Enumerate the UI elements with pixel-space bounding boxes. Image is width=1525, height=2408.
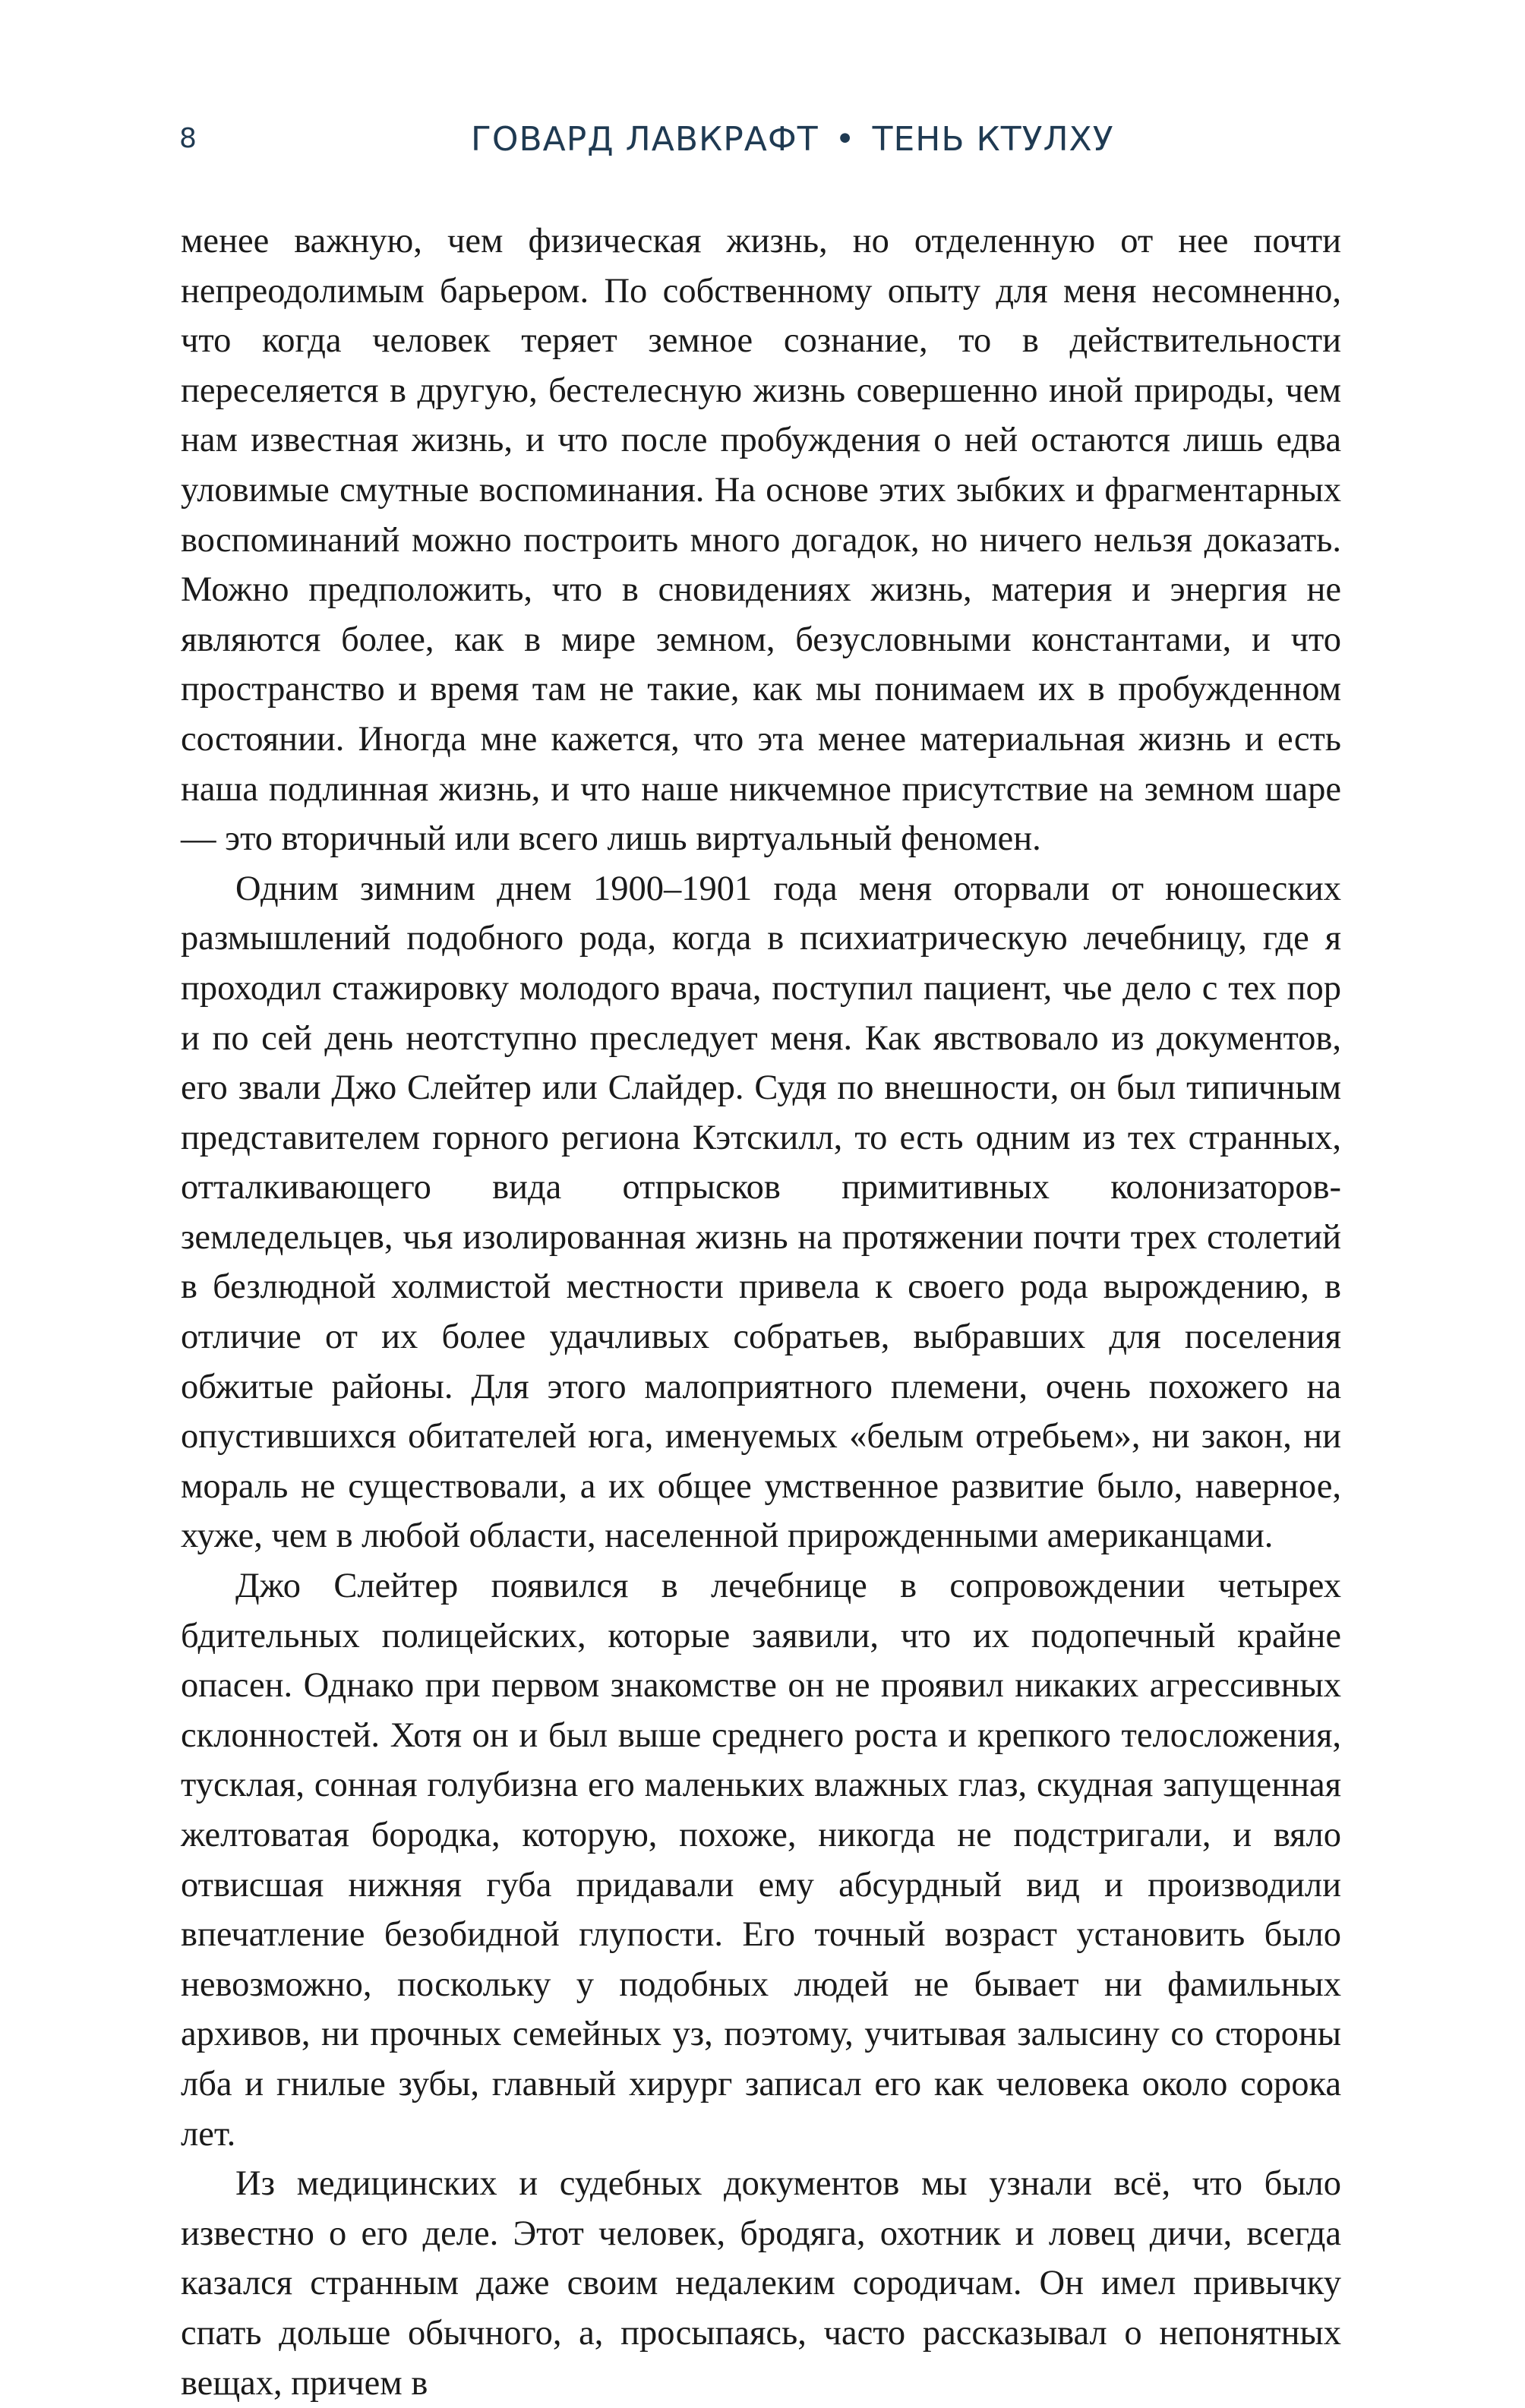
running-title — [471, 120, 1114, 159]
paragraph-1: менее важную, чем физическая жизнь, но отделенную от нее почти непреодолимым барьером. По собственному опыту для меня несомненно, что когда человек теряет земное сознание, то в действительности переселяется в другую, бестелесную жизнь совершенно иной природы, чем нам известная жизнь, и что после пробуждения о ней остаются лишь едва уловимые смутные воспоминания. На основе этих зыбких и фрагментарных воспоминаний можно построить много догадок, но ничего нельзя доказать. Можно предположить, что в сновидениях жизнь, материя и энергия не являются более, как в мире земном, безусловными константами, и что пространство и время там не такие, как мы понимаем их в пробужденном состоянии. Иногда мне кажется, что эта менее материальная жизнь и есть наша подлинная жизнь, и что наше никчемное присутствие на земном шаре — это вторичный или всего лишь виртуальный феномен. — [181, 222, 1341, 859]
page-number: 8 — [179, 123, 197, 154]
author-name: ГОВАРД ЛАВКРАФТ — [471, 120, 819, 159]
paragraph-3: Джо Слейтер появился в лечебнице в сопровождении четырех бдительных полицейских, которые заявили, что их подопечный крайне опасен. Однако при первом знакомстве он не проявил никаких агрессивных склонностей. Хотя он и был выше среднего роста и крепкого телосложения, тусклая, сонная голубизна его маленьких влажных глаз, скудная запущенная желтоватая бородка, которую, похоже, никогда не подстригали, и вяло отвисшая нижняя губа придавали ему абсурдный вид и производили впечатление безобидной глупости. Его точный возраст установить было невозможно, поскольку у подобных людей не бывает ни фамильных архивов, ни прочных семейных уз, поэтому, учитывая залысину со стороны лба и гнилые зубы, главный хирург записал его как человека около сорока лет. — [181, 1567, 1341, 2154]
title-separator: • — [835, 120, 856, 159]
paragraph-4: Из медицинских и судебных документов мы узнали всё, что было известно о его деле. Этот человек, бродяга, охотник и ловец дичи, всегда казался странным даже своим недалеким сородичам. Он имел привычку спать дольше обычного, а, просыпаясь, часто рассказывал о непонятных вещах, причем в — [181, 2164, 1341, 2403]
book-title: ТЕНЬ КТУЛХУ — [872, 120, 1114, 159]
paragraph-2: Одним зимним днем 1900–1901 года меня оторвали от юношеских размышлений подобного рода, когда в психиатрическую лечебницу, где я проходил стажировку молодого врача, поступил пациент, чье дело с тех пор и по сей день неотступно преследует меня. Как явствовало из документов, его звали Джо Слейтер или Слайдер. Судя по внешности, он был типичным представителем горного региона Кэтскилл, то есть одним из тех странных, отталкивающего вида отпрысков примитивных колонизаторов-земледельцев, чья изолированная жизнь на протяжении почти трех столетий в безлюдной холмистой местности привела к своего рода вырождению, в отличие от их более удачливых собратьев, выбравших для поселения обжитые районы. Для этого малоприятного племени, очень похожего на опустившихся обитателей юга, именуемых «белым отребьем», ни закон, ни мораль не существовали, а их общее умственное развитие было, наверное, хуже, чем в любой области, населенной прирожденными американцами. — [181, 869, 1341, 1556]
running-header — [0, 120, 1525, 166]
body-text — [181, 216, 1341, 2408]
